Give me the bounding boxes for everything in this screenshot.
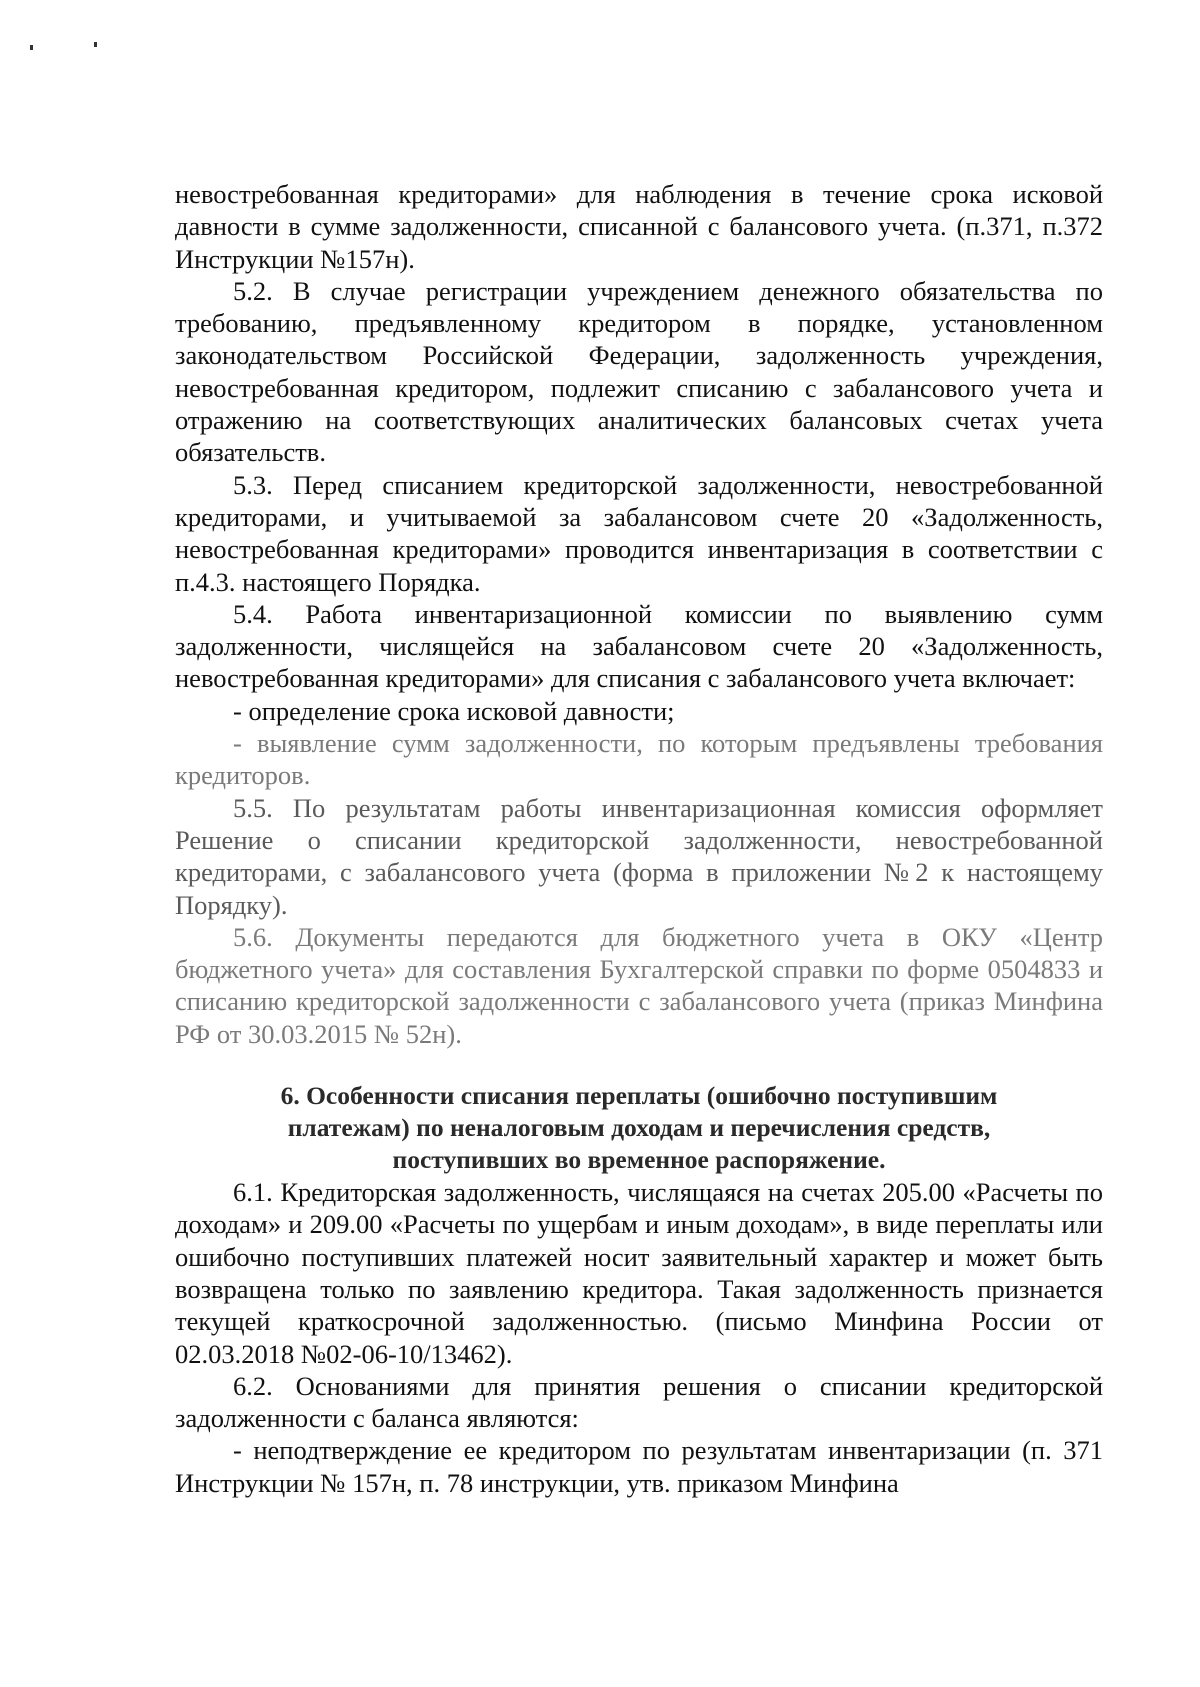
section-6-heading-line3: поступивших во временное распоряжение.: [392, 1145, 886, 1175]
paragraph-5-4: 5.4. Работа инвентаризационной комиссии по выявлению сумм задолженности, числящейся на забалансовом счете 20 «Задолженность, невостребованная кредиторами» для списания с забалансового учета включает:: [175, 598, 1103, 694]
paragraph-6-1: 6.1. Кредиторская задолженность, числящаяся на счетах 205.00 «Расчеты по доходам» и 209.00 «Расчеты по ущербам и иным доходам», в виде переплаты или ошибочно поступивших платежей носит заявительный характер и может быть возвращена только по заявлению кредитора. Такая задолженность признается текущей краткосрочной задолженностью. (письмо Минфина России от 02.03.2018 №02-06-10/13462).: [175, 1177, 1103, 1369]
scan-speck: [30, 45, 33, 50]
list-item-5-4-1: - определение срока исковой давности;: [233, 695, 675, 726]
section-6-heading-line2: платежам) по неналоговым доходам и перечисления средств,: [287, 1113, 991, 1143]
paragraph-5-5: 5.5. По результатам работы инвентаризационная комиссия оформляет Решение о списании кредиторской задолженности, невостребованной кредиторами, с забалансового учета (форма в приложении №2 к настоящему Порядку).: [175, 792, 1103, 920]
paragraph-5-6: 5.6. Документы передаются для бюджетного учета в ОКУ «Центр бюджетного учета» для составления Бухгалтерской справки по форме 0504833 и списанию кредиторской задолженности с забалансового учета (приказ Минфина РФ от 30.03.2015 № 52н).: [175, 921, 1103, 1049]
list-item-5-4-2: - выявление сумм задолженности, по которым предъявлены требования кредиторов.: [175, 728, 1103, 791]
document-body: [175, 178, 1103, 1499]
paragraph-5-2: 5.2. В случае регистрации учреждением денежного обязательства по требованию, предъявленному кредитором в порядке, установленном законодательством Российской Федерации, задолженность учреждения, невостребованная кредитором, подлежит списанию с забалансового учета и отражению на соответствующих аналитических балансовых счетах учета обязательств.: [175, 275, 1103, 468]
list-item-6-2-1: - неподтверждение ее кредитором по результатам инвентаризации (п. 371 Инструкции № 157н, п. 78 инструкции, утв. приказом Минфина: [175, 1435, 1103, 1498]
scan-speck: [94, 42, 97, 47]
paragraph-continuation: невостребованная кредиторами» для наблюдения в течение срока исковой давности в сумме задолженности, списанной с балансового учета. (п.371, п.372 Инструкции №157н).: [175, 179, 1103, 274]
paragraph-5-3: 5.3. Перед списанием кредиторской задолженности, невостребованной кредиторами, и учитываемой за забалансовом счете 20 «Задолженность, невостребованная кредиторами» проводится инвентаризация в соответствии с п.4.3. настоящего Порядка.: [175, 469, 1103, 597]
paragraph-6-2: 6.2. Основаниями для принятия решения о списании кредиторской задолженности с баланса являются:: [175, 1370, 1103, 1434]
section-6-heading-line1: 6. Особенности списания переплаты (ошибочно поступившим: [280, 1081, 998, 1111]
section-6-heading: [175, 1080, 1103, 1176]
